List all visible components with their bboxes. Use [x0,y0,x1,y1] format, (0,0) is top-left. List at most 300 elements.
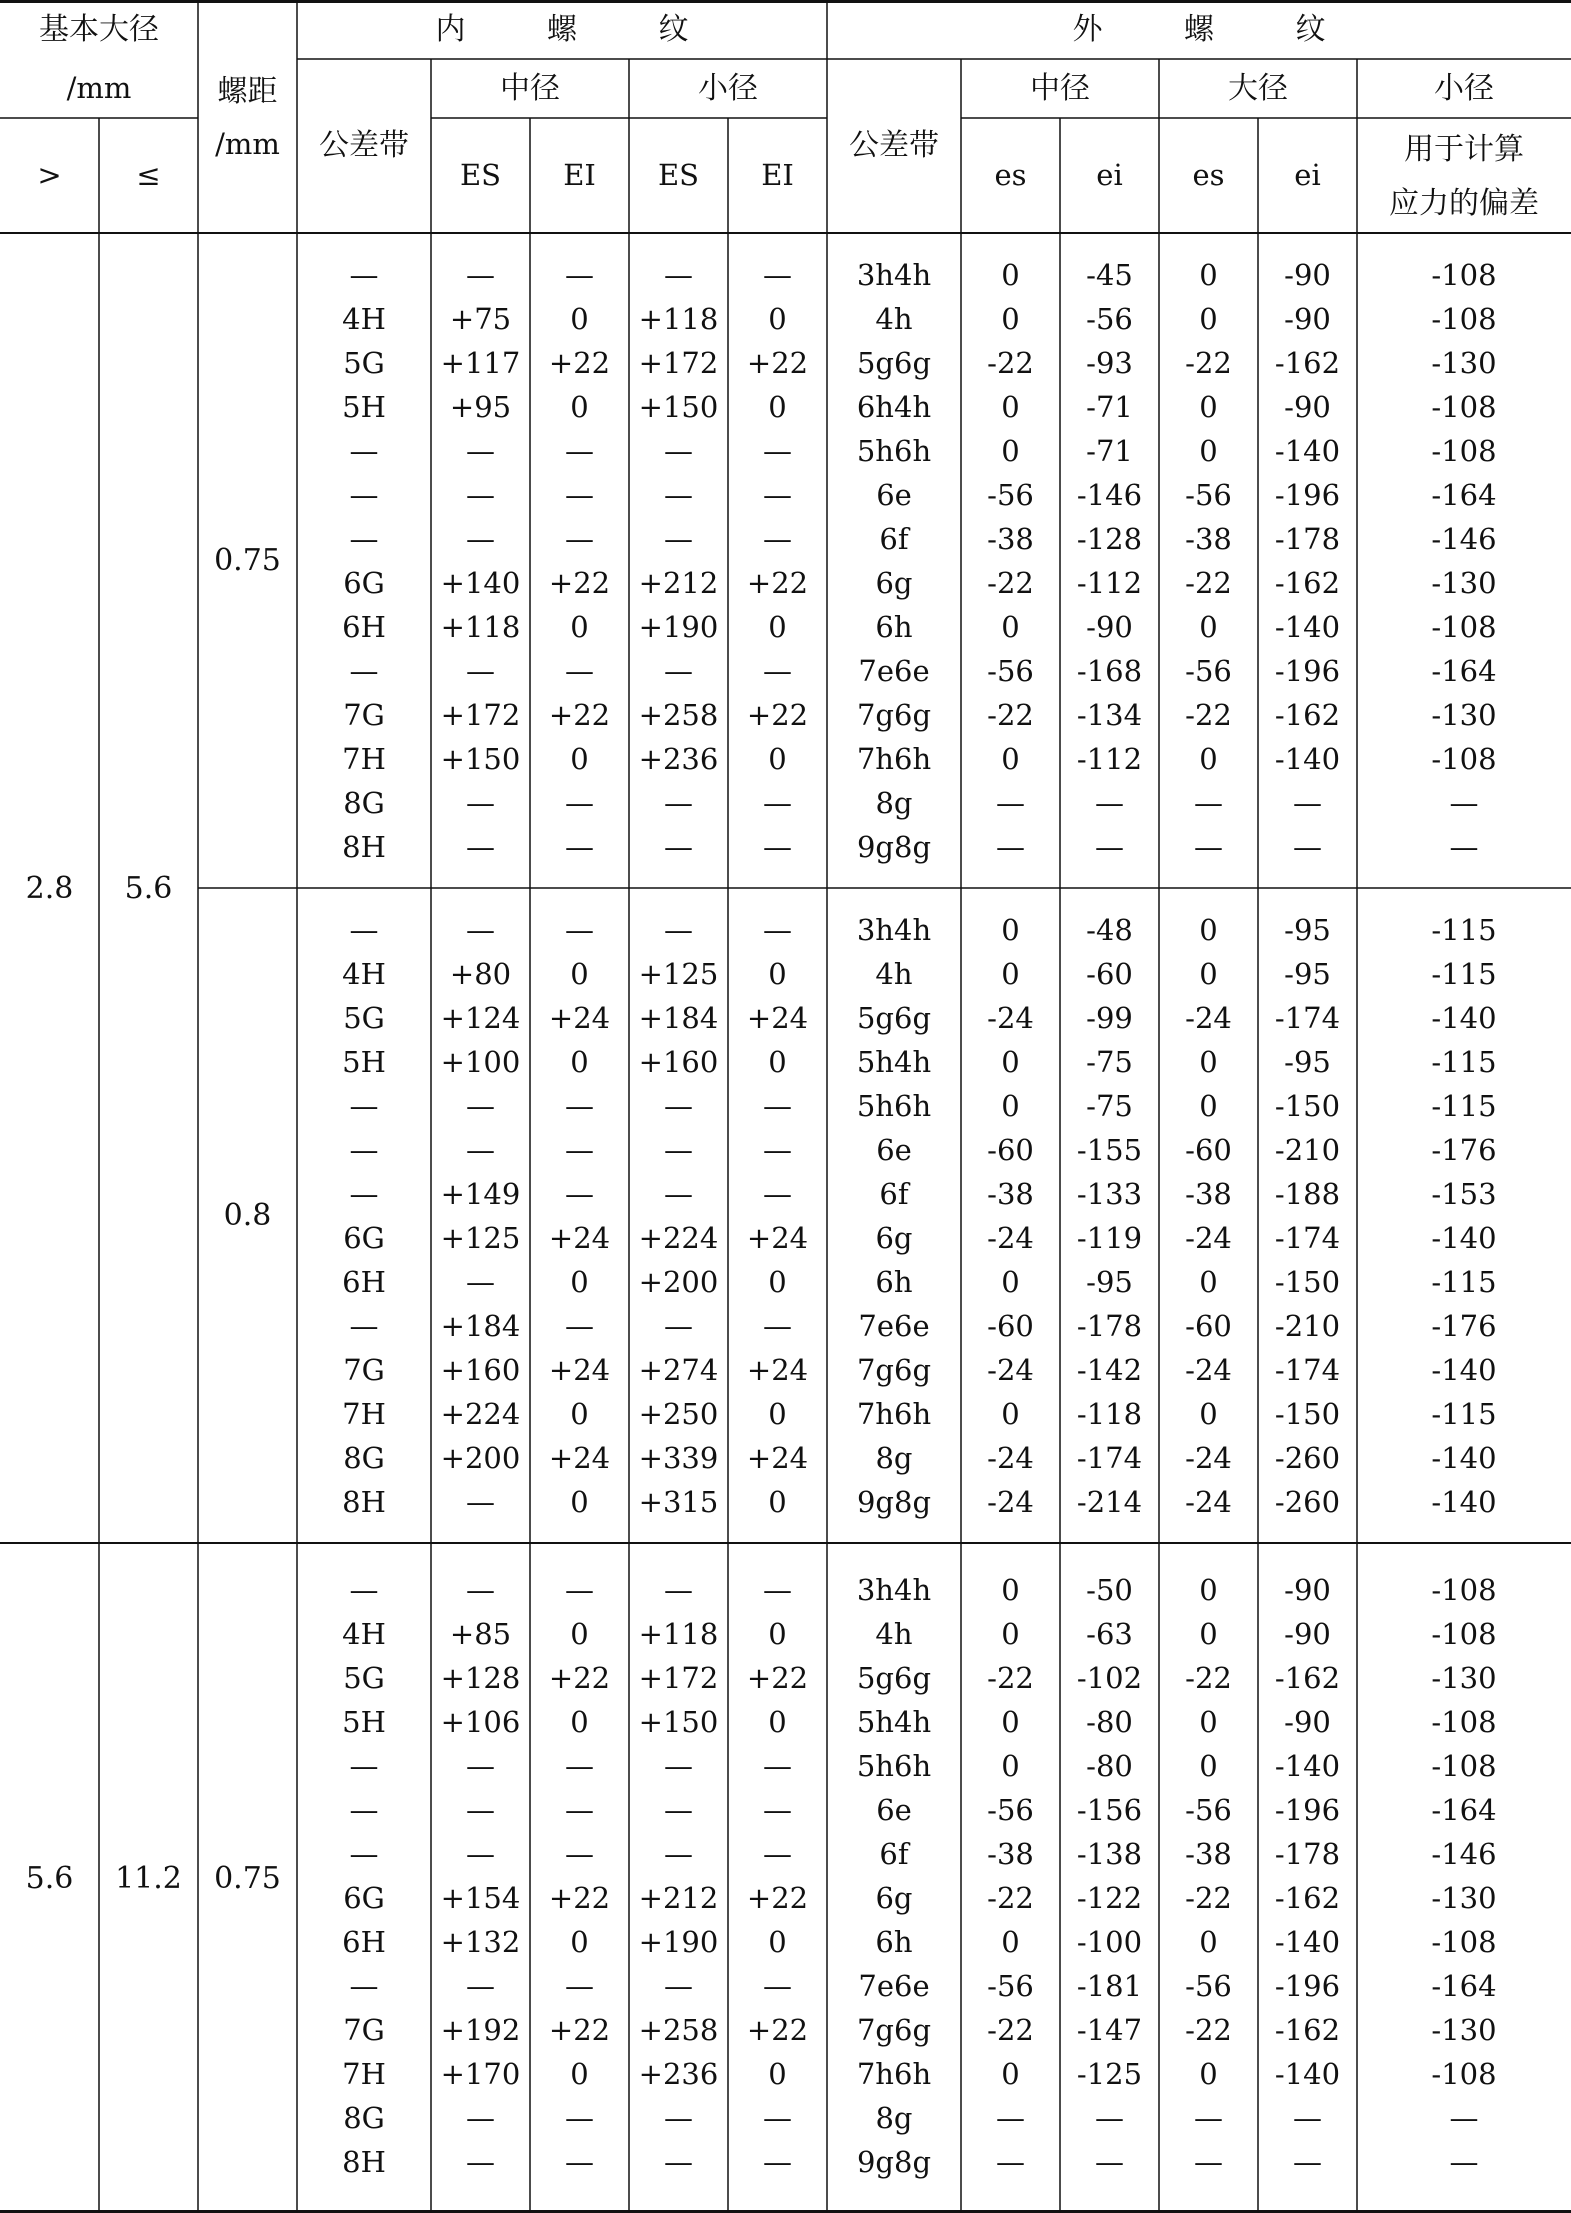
cell-EI-minor: +24 [746,1221,809,1255]
cell-tolerance-zone-internal: 4H [342,1617,386,1651]
cell-stress-deviation: -176 [1431,1309,1497,1343]
cell-ei-major: -162 [1274,346,1341,380]
cell-es-major: 0 [1199,434,1218,468]
cell-ES-pitch: +224 [440,1397,521,1431]
cell-EI-pitch: +22 [548,346,611,380]
cell-es-major: -56 [1185,1793,1232,1827]
cell-es-pitch: -24 [987,1221,1034,1255]
cell-EI-pitch: +24 [548,1353,611,1387]
cell-ei-major: -174 [1274,1221,1341,1255]
cell-ei-major: -140 [1274,2057,1341,2091]
cell-es-pitch: 0 [1001,302,1020,336]
cell-EI-pitch: — [565,434,594,468]
cell-ei-pitch: -155 [1076,1133,1143,1167]
cell-tolerance-zone-external: 6e [876,1793,912,1827]
cell-EI-pitch: 0 [570,742,589,776]
cell-es-pitch: -22 [987,346,1034,380]
cell-tolerance-zone-internal: 7G [343,2013,385,2047]
cell-EI-pitch: — [565,654,594,688]
cell-ES-pitch: — [466,2145,495,2179]
cell-stress-deviation: -164 [1431,1969,1497,2003]
cell-ES-minor: — [664,434,693,468]
cell-tolerance-zone-external: 4h [875,302,913,336]
cell-ei-pitch: -100 [1076,1925,1143,1959]
cell-tolerance-zone-external: 4h [875,957,913,991]
cell-ES-minor: +212 [638,1881,719,1915]
cell-tolerance-zone-external: 6h [875,1925,913,1959]
cell-EI-minor: 0 [768,610,787,644]
cell-stress-deviation: -130 [1431,1661,1497,1695]
cell-EI-pitch: — [565,913,594,947]
cell-ES-pitch: — [466,1837,495,1871]
group-1-pitch: 0.75 [214,543,281,578]
cell-ei-major: — [1293,830,1322,864]
cell-tolerance-zone-external: 7e6e [858,1969,930,2003]
header-internal-thread-label: 内 螺 纹 [435,11,725,47]
cell-tolerance-zone-internal: 8G [343,1441,385,1475]
cell-tolerance-zone-internal: 5G [343,1001,385,1035]
cell-stress-deviation: -108 [1431,434,1497,468]
cell-ei-major: -90 [1284,302,1331,336]
cell-tolerance-zone-external: 5h4h [856,1045,932,1079]
cell-es-pitch: -22 [987,1661,1034,1695]
header-internal-thread [297,0,827,59]
cell-ES-pitch: — [466,1749,495,1783]
cell-ei-pitch: -56 [1086,302,1133,336]
cell-es-pitch: -56 [987,478,1034,512]
cell-es-major: -22 [1185,346,1232,380]
cell-ei-pitch: -147 [1076,2013,1143,2047]
cell-es-pitch: 0 [1001,390,1020,424]
group-1-diameter-min: 2.8 [25,870,74,906]
cell-ES-pitch: +150 [440,742,521,776]
cell-stress-deviation: -108 [1431,1749,1497,1783]
cell-tolerance-zone-internal: 7H [342,742,386,776]
cell-EI-pitch: +22 [548,698,611,732]
cell-tolerance-zone-internal: — [349,1837,379,1871]
cell-stress-deviation: -176 [1431,1133,1497,1167]
cell-ES-minor: — [664,1837,693,1871]
cell-EI-pitch: +22 [548,2013,611,2047]
cell-ES-pitch: +124 [440,1001,521,1035]
cell-ES-pitch: — [466,258,495,292]
cell-es-pitch: 0 [1001,742,1020,776]
cell-tolerance-zone-internal: — [349,258,379,292]
cell-ES-minor: +236 [638,742,719,776]
cell-EI-minor: — [763,522,792,556]
cell-ei-pitch: -128 [1076,522,1143,556]
cell-EI-minor: 0 [768,1397,787,1431]
cell-es-pitch: -24 [987,1485,1034,1519]
cell-es-pitch: 0 [1001,610,1020,644]
cell-tolerance-zone-internal: 6H [342,610,386,644]
cell-stress-deviation: -108 [1431,1617,1497,1651]
cell-ES-pitch: +160 [440,1353,521,1387]
cell-EI-minor: — [763,1573,792,1607]
cell-es-major: 0 [1199,1397,1218,1431]
header-basic-major-diameter: 基本大径 [39,11,159,47]
cell-es-major: 0 [1199,258,1218,292]
cell-es-major: -38 [1185,1177,1232,1211]
cell-EI-pitch: 0 [570,1045,589,1079]
cell-ei-major: -178 [1274,1837,1341,1871]
cell-ei-pitch: -156 [1076,1793,1143,1827]
cell-ei-major: -162 [1274,1661,1341,1695]
cell-ei-pitch: -45 [1086,258,1133,292]
cell-ES-pitch: +172 [440,698,521,732]
cell-EI-pitch: 0 [570,390,589,424]
cell-stress-deviation: -108 [1431,2057,1497,2091]
cell-ES-minor: — [664,1177,693,1211]
cell-es-major: -24 [1185,1485,1232,1519]
cell-es-pitch: 0 [1001,1705,1020,1739]
cell-EI-pitch: +22 [548,1881,611,1915]
cell-es-major: 0 [1199,2057,1218,2091]
cell-es-major: 0 [1199,1045,1218,1079]
cell-es-major: -56 [1185,1969,1232,2003]
cell-EI-minor: +24 [746,1441,809,1475]
cell-tolerance-zone-internal: 7H [342,1397,386,1431]
cell-tolerance-zone-external: 6h4h [856,390,932,424]
cell-tolerance-zone-internal: 5H [342,1705,386,1739]
cell-ei-pitch: -118 [1076,1397,1143,1431]
cell-ES-pitch: +184 [440,1309,521,1343]
cell-EI-pitch: — [565,1177,594,1211]
cell-tolerance-zone-internal: — [349,1133,379,1167]
cell-ES-minor: +274 [638,1353,719,1387]
cell-EI-pitch: +24 [548,1001,611,1035]
cell-es-pitch: 0 [1001,1397,1020,1431]
cell-ei-pitch: -214 [1076,1485,1143,1519]
cell-tolerance-zone-external: 4h [875,1617,913,1651]
cell-ei-major: -196 [1274,478,1341,512]
cell-tolerance-zone-internal: 6G [343,566,385,600]
cell-EI-minor: 0 [768,1925,787,1959]
cell-ei-major: -90 [1284,1617,1331,1651]
cell-es-major: 0 [1199,1573,1218,1607]
cell-ES-minor: +172 [638,1661,719,1695]
cell-tolerance-zone-internal: 8H [342,1485,386,1519]
cell-ei-major: -140 [1274,610,1341,644]
cell-ES-pitch: — [466,2101,495,2135]
cell-ei-pitch: — [1095,2101,1124,2135]
cell-es-pitch: -38 [987,1837,1034,1871]
header-minor-diameter-external: 小径 [1434,70,1494,106]
cell-es-major: -24 [1185,1221,1232,1255]
cell-tolerance-zone-external: 3h4h [856,258,932,292]
cell-tolerance-zone-external: 6g [875,566,913,600]
cell-ei-pitch: -181 [1076,1969,1143,2003]
cell-ei-major: -178 [1274,522,1341,556]
cell-EI-minor: 0 [768,1265,787,1299]
cell-ei-pitch: -90 [1086,610,1133,644]
cell-ei-major: -196 [1274,654,1341,688]
cell-ES-pitch: +149 [440,1177,521,1211]
cell-EI-pitch: 0 [570,302,589,336]
cell-stress-deviation: -140 [1431,1441,1497,1475]
cell-ei-major: -140 [1274,1749,1341,1783]
cell-stress-deviation: — [1449,830,1479,864]
cell-ei-pitch: — [1095,786,1124,820]
cell-ei-major: — [1293,2101,1322,2135]
cell-ei-major: -162 [1274,698,1341,732]
cell-EI-pitch: — [565,1837,594,1871]
cell-tolerance-zone-external: 9g8g [856,830,932,864]
cell-es-pitch: 0 [1001,957,1020,991]
cell-ei-major: -150 [1274,1089,1341,1123]
cell-ES-pitch: +95 [449,390,512,424]
cell-stress-deviation: -153 [1431,1177,1497,1211]
cell-es-major: -38 [1185,522,1232,556]
cell-EI-minor: — [763,1089,792,1123]
cell-ES-minor: +160 [638,1045,719,1079]
cell-EI-pitch: 0 [570,2057,589,2091]
cell-ES-minor: +150 [638,390,719,424]
cell-EI-pitch: — [565,1793,594,1827]
cell-tolerance-zone-external: 7h6h [856,1397,932,1431]
group-1-diameter-max: 5.6 [124,870,173,906]
cell-ei-pitch: -80 [1086,1749,1133,1783]
header-external-thread-label: 外 螺 纹 [1072,11,1362,47]
cell-ES-pitch: — [466,1265,495,1299]
cell-ei-pitch: -122 [1076,1881,1143,1915]
cell-stress-deviation: -140 [1431,1221,1497,1255]
header-pitch-diameter-internal: 中径 [500,70,560,106]
cell-tolerance-zone-external: 8g [875,2101,913,2135]
cell-EI-pitch: 0 [570,1397,589,1431]
cell-EI-minor: +22 [746,566,809,600]
cell-ES-minor: +125 [638,957,719,991]
header-mm-unit: /mm [66,71,132,106]
cell-ES-pitch: — [466,654,495,688]
header-es-major: es [1192,158,1225,193]
cell-tolerance-zone-internal: 5H [342,390,386,424]
cell-ei-pitch: -99 [1086,1001,1133,1035]
header-pitch-unit: /mm [215,126,280,161]
header-minor-diameter-internal: 小径 [698,70,758,106]
header-tolerance-zone-external: 公差带 [849,128,939,164]
cell-ei-major: -162 [1274,566,1341,600]
cell-ES-pitch: +128 [440,1661,521,1695]
cell-ES-minor: +258 [638,2013,719,2047]
cell-ei-pitch: -174 [1076,1441,1143,1475]
header-es-pitch: es [994,158,1027,193]
cell-stress-deviation: -108 [1431,1573,1497,1607]
cell-stress-deviation: — [1449,2145,1479,2179]
cell-ei-pitch: -63 [1086,1617,1133,1651]
cell-tolerance-zone-internal: 8G [343,786,385,820]
cell-es-pitch: — [996,830,1025,864]
cell-EI-pitch: +24 [548,1441,611,1475]
cell-tolerance-zone-internal: 7G [343,698,385,732]
cell-ei-major: — [1293,786,1322,820]
cell-tolerance-zone-internal: 7H [342,2057,386,2091]
cell-stress-deviation: -115 [1431,1265,1497,1299]
cell-ES-pitch: — [466,1573,495,1607]
cell-EI-pitch: 0 [570,1705,589,1739]
cell-EI-minor: — [763,2145,792,2179]
cell-ES-minor: +224 [638,1221,719,1255]
cell-es-pitch: -24 [987,1001,1034,1035]
cell-ei-pitch: -95 [1086,1265,1133,1299]
cell-stress-deviation: -130 [1431,346,1497,380]
cell-ES-pitch: +125 [440,1221,521,1255]
cell-ei-major: -150 [1274,1265,1341,1299]
cell-ei-major: -90 [1284,1705,1331,1739]
cell-es-pitch: 0 [1001,1749,1020,1783]
cell-EI-pitch: — [565,258,594,292]
cell-EI-pitch: — [565,522,594,556]
cell-ES-minor: — [664,1309,693,1343]
cell-ei-major: -140 [1274,434,1341,468]
cell-tolerance-zone-internal: 5G [343,1661,385,1695]
cell-stress-deviation: -130 [1431,1881,1497,1915]
cell-ES-minor: — [664,258,693,292]
cell-EI-pitch: — [565,830,594,864]
cell-EI-minor: 0 [768,1485,787,1519]
cell-EI-pitch: — [565,1089,594,1123]
cell-ES-pitch: +118 [440,610,521,644]
cell-ei-major: -260 [1274,1485,1341,1519]
cell-tolerance-zone-external: 7h6h [856,742,932,776]
cell-stress-deviation: -108 [1431,742,1497,776]
cell-ei-major: -150 [1274,1397,1341,1431]
cell-tolerance-zone-external: 5g6g [856,1661,932,1695]
cell-es-major: — [1194,786,1223,820]
header-ei-pitch: ei [1096,158,1123,193]
cell-tolerance-zone-external: 7h6h [856,2057,932,2091]
cell-ei-pitch: — [1095,2145,1124,2179]
cell-tolerance-zone-external: 6g [875,1221,913,1255]
cell-EI-pitch: 0 [570,1265,589,1299]
cell-ES-minor: — [664,2101,693,2135]
cell-EI-minor: +24 [746,1353,809,1387]
cell-EI-pitch: — [565,1969,594,2003]
cell-EI-minor: 0 [768,742,787,776]
cell-tolerance-zone-internal: — [349,1573,379,1607]
cell-es-major: -24 [1185,1001,1232,1035]
cell-ES-minor: +200 [638,1265,719,1299]
cell-es-pitch: -22 [987,698,1034,732]
cell-EI-minor: — [763,2101,792,2135]
cell-es-pitch: 0 [1001,1089,1020,1123]
cell-es-major: 0 [1199,302,1218,336]
cell-es-pitch: -60 [987,1133,1034,1167]
cell-es-pitch: -22 [987,566,1034,600]
cell-ES-minor: — [664,786,693,820]
cell-stress-deviation: -130 [1431,2013,1497,2047]
cell-stress-deviation: -108 [1431,390,1497,424]
cell-ei-pitch: -60 [1086,957,1133,991]
cell-EI-pitch: 0 [570,1925,589,1959]
cell-es-major: -60 [1185,1133,1232,1167]
cell-tolerance-zone-internal: 5G [343,346,385,380]
cell-tolerance-zone-external: 5g6g [856,1001,932,1035]
cell-ES-pitch: — [466,522,495,556]
header-external-thread [827,0,1571,59]
cell-es-pitch: -38 [987,1177,1034,1211]
cell-ES-pitch: +106 [440,1705,521,1739]
cell-tolerance-zone-internal: 8H [342,830,386,864]
cell-EI-minor: 0 [768,2057,787,2091]
cell-EI-pitch: 0 [570,1617,589,1651]
cell-es-major: 0 [1199,1265,1218,1299]
cell-tolerance-zone-external: 8g [875,1441,913,1475]
header-major-diameter-external: 大径 [1228,70,1288,106]
cell-stress-deviation: -115 [1431,913,1497,947]
cell-es-major: 0 [1199,1749,1218,1783]
cell-EI-minor: — [763,913,792,947]
header-ei-major: ei [1294,158,1321,193]
cell-tolerance-zone-external: 6h [875,1265,913,1299]
cell-EI-minor: 0 [768,390,787,424]
cell-tolerance-zone-internal: — [349,522,379,556]
cell-es-major: -56 [1185,654,1232,688]
cell-tolerance-zone-external: 6f [879,1837,909,1871]
header-stress-deviation-line1: 用于计算 [1404,132,1524,168]
cell-es-major: — [1194,830,1223,864]
cell-ei-pitch: -146 [1076,478,1143,512]
cell-es-pitch: — [996,2145,1025,2179]
cell-ES-pitch: +117 [440,346,521,380]
cell-es-pitch: -60 [987,1309,1034,1343]
cell-ES-minor: +236 [638,2057,719,2091]
cell-es-major: 0 [1199,1617,1218,1651]
cell-ei-major: -95 [1284,1045,1331,1079]
cell-stress-deviation: -146 [1431,522,1497,556]
cell-stress-deviation: -164 [1431,478,1497,512]
cell-stress-deviation: -108 [1431,1925,1497,1959]
cell-ei-pitch: -125 [1076,2057,1143,2091]
cell-stress-deviation: -115 [1431,1397,1497,1431]
cell-es-major: 0 [1199,610,1218,644]
cell-ES-minor: — [664,1573,693,1607]
header-ES-pitch: ES [459,158,502,193]
cell-EI-pitch: 0 [570,957,589,991]
cell-EI-minor: +22 [746,1881,809,1915]
cell-tolerance-zone-external: 5h4h [856,1705,932,1739]
cell-EI-minor: +24 [746,1001,809,1035]
cell-tolerance-zone-external: 7e6e [858,1309,930,1343]
cell-EI-minor: — [763,1309,792,1343]
cell-ei-pitch: -71 [1086,390,1133,424]
cell-ES-minor: — [664,1793,693,1827]
cell-ES-pitch: +192 [440,2013,521,2047]
cell-ei-pitch: -75 [1086,1089,1133,1123]
cell-tolerance-zone-external: 7g6g [856,698,932,732]
cell-ES-pitch: +170 [440,2057,521,2091]
cell-EI-pitch: — [565,478,594,512]
cell-es-pitch: 0 [1001,1265,1020,1299]
cell-ei-pitch: — [1095,830,1124,864]
cell-ES-pitch: — [466,1969,495,2003]
cell-ei-pitch: -134 [1076,698,1143,732]
cell-ES-minor: — [664,2145,693,2179]
cell-EI-minor: +22 [746,698,809,732]
cell-EI-minor: 0 [768,302,787,336]
cell-ei-major: -210 [1274,1133,1341,1167]
cell-ei-pitch: -142 [1076,1353,1143,1387]
cell-EI-pitch: 0 [570,610,589,644]
header-pitch: 螺距 [217,74,278,110]
cell-es-pitch: — [996,2101,1025,2135]
cell-ES-minor: — [664,1749,693,1783]
cell-ES-minor: +150 [638,1705,719,1739]
cell-tolerance-zone-external: 5g6g [856,346,932,380]
cell-stress-deviation: -140 [1431,1001,1497,1035]
cell-ES-minor: +118 [638,302,719,336]
cell-EI-pitch: — [565,1133,594,1167]
